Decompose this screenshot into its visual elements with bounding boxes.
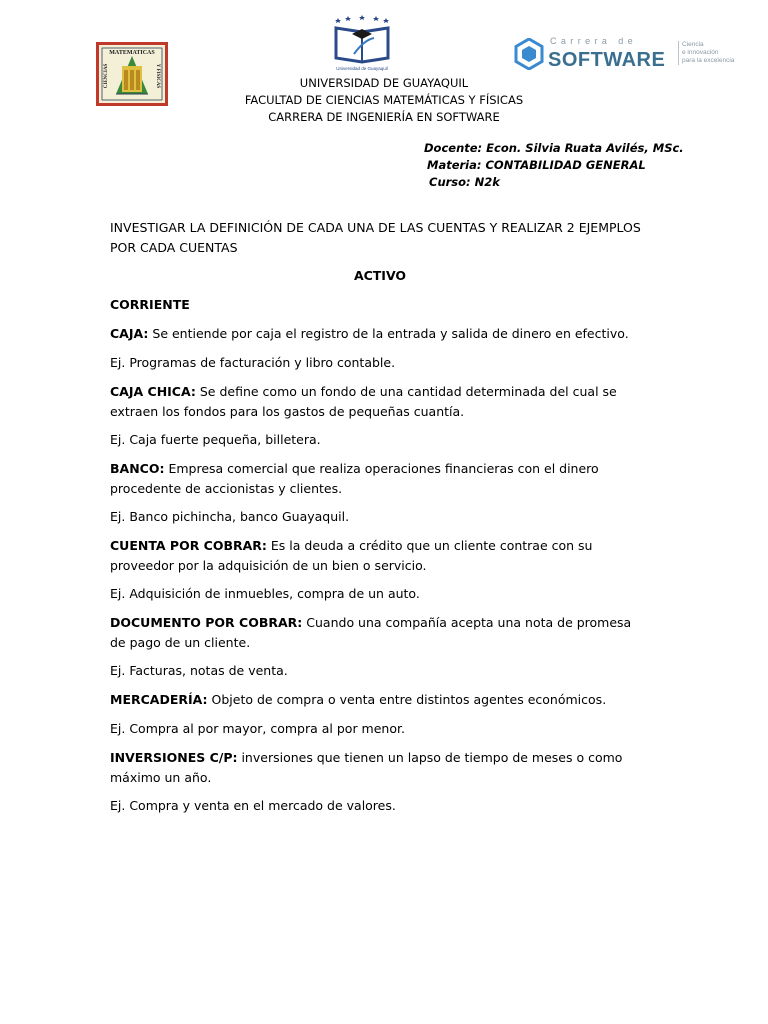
carrera-text: Carrera de [550,36,638,46]
section-title: ACTIVO [353,268,407,283]
entry-term: CUENTA POR COBRAR: [110,538,267,553]
entry-term: BANCO: [110,461,165,476]
seal-left-text: CIENCIAS [104,63,109,89]
university-name: UNIVERSIDAD DE GUAYAQUIL [299,76,469,90]
university-logo-caption: Universidad de Guayaquil [336,66,388,71]
career-name: CARRERA DE INGENIERÍA EN SOFTWARE [268,110,500,124]
software-tagline: Ciencia e innovación para la excelencia [678,41,746,65]
entry-example: Ej. Compra y venta en el mercado de valores. [110,798,396,813]
entry-example: Ej. Banco pichincha, banco Guayaquil. [110,509,350,524]
entry-definition: DOCUMENTO POR COBRAR: Cuando una compañía acepta una nota de promesa de pago de un cliente. [110,615,632,650]
materia-line: Materia: CONTABILIDAD GENERAL [427,158,646,172]
entry-definition: CAJA CHICA: Se define como un fondo de una cantidad determinada del cual se extraen los fondos para los gastos de pequeñas cuantía. [110,384,617,419]
entry-example: Ej. Adquisición de inmuebles, compra de un auto. [110,586,420,601]
entry-term: CAJA: [110,326,149,341]
seal-top-text: MATEMATICAS [109,50,155,56]
course-info [424,140,684,191]
subsection-title: CORRIENTE [110,297,190,312]
entry-term: INVERSIONES C/P: [110,750,238,765]
entry-term: DOCUMENTO POR COBRAR: [110,615,303,630]
assignment-instructions: INVESTIGAR LA DEFINICIÓN DE CADA UNA DE LAS CUENTAS Y REALIZAR 2 EJEMPLOS POR CADA CUENTAS [110,220,641,255]
software-wordmark: SOFTWARE [548,49,666,71]
seal-right-text: Y FISICAS [155,63,160,89]
entry-example: Ej. Caja fuerte pequeña, billetera. [110,432,321,447]
entry-term: MERCADERÍA: [110,692,208,707]
entry-definition: BANCO: Empresa comercial que realiza operaciones financieras con el dinero procedente de accionistas y clientes. [110,461,599,496]
faculty-seal-logo [96,42,168,106]
entry-definition: CAJA: Se entiende por caja el registro de la entrada y salida de dinero en efectivo. [110,326,629,341]
entry-example: Ej. Programas de facturación y libro contable. [110,355,396,370]
entry-example: Ej. Facturas, notas de venta. [110,663,288,678]
curso-line: Curso: N2k [429,175,500,189]
university-logo [330,14,394,72]
entry-definition: MERCADERÍA: Objeto de compra o venta entre distintos agentes económicos. [110,692,607,707]
software-hexagon-icon [514,38,544,70]
software-career-logo [514,36,742,72]
faculty-name: FACULTAD DE CIENCIAS MATEMÁTICAS Y FÍSICAS [244,93,524,107]
entry-term: CAJA CHICA: [110,384,196,399]
institution-header [200,75,568,126]
entry-definition: INVERSIONES C/P: inversiones que tienen un lapso de tiempo de meses o como máximo un año. [110,750,623,785]
entry-definition: CUENTA POR COBRAR: Es la deuda a crédito que un cliente contrae con su proveedor por la adquisición de un bien o servicio. [110,538,593,573]
docente-line: Docente: Econ. Silvia Ruata Avilés, MSc. [424,141,684,155]
entry-example: Ej. Compra al por mayor, compra al por menor. [110,721,405,736]
